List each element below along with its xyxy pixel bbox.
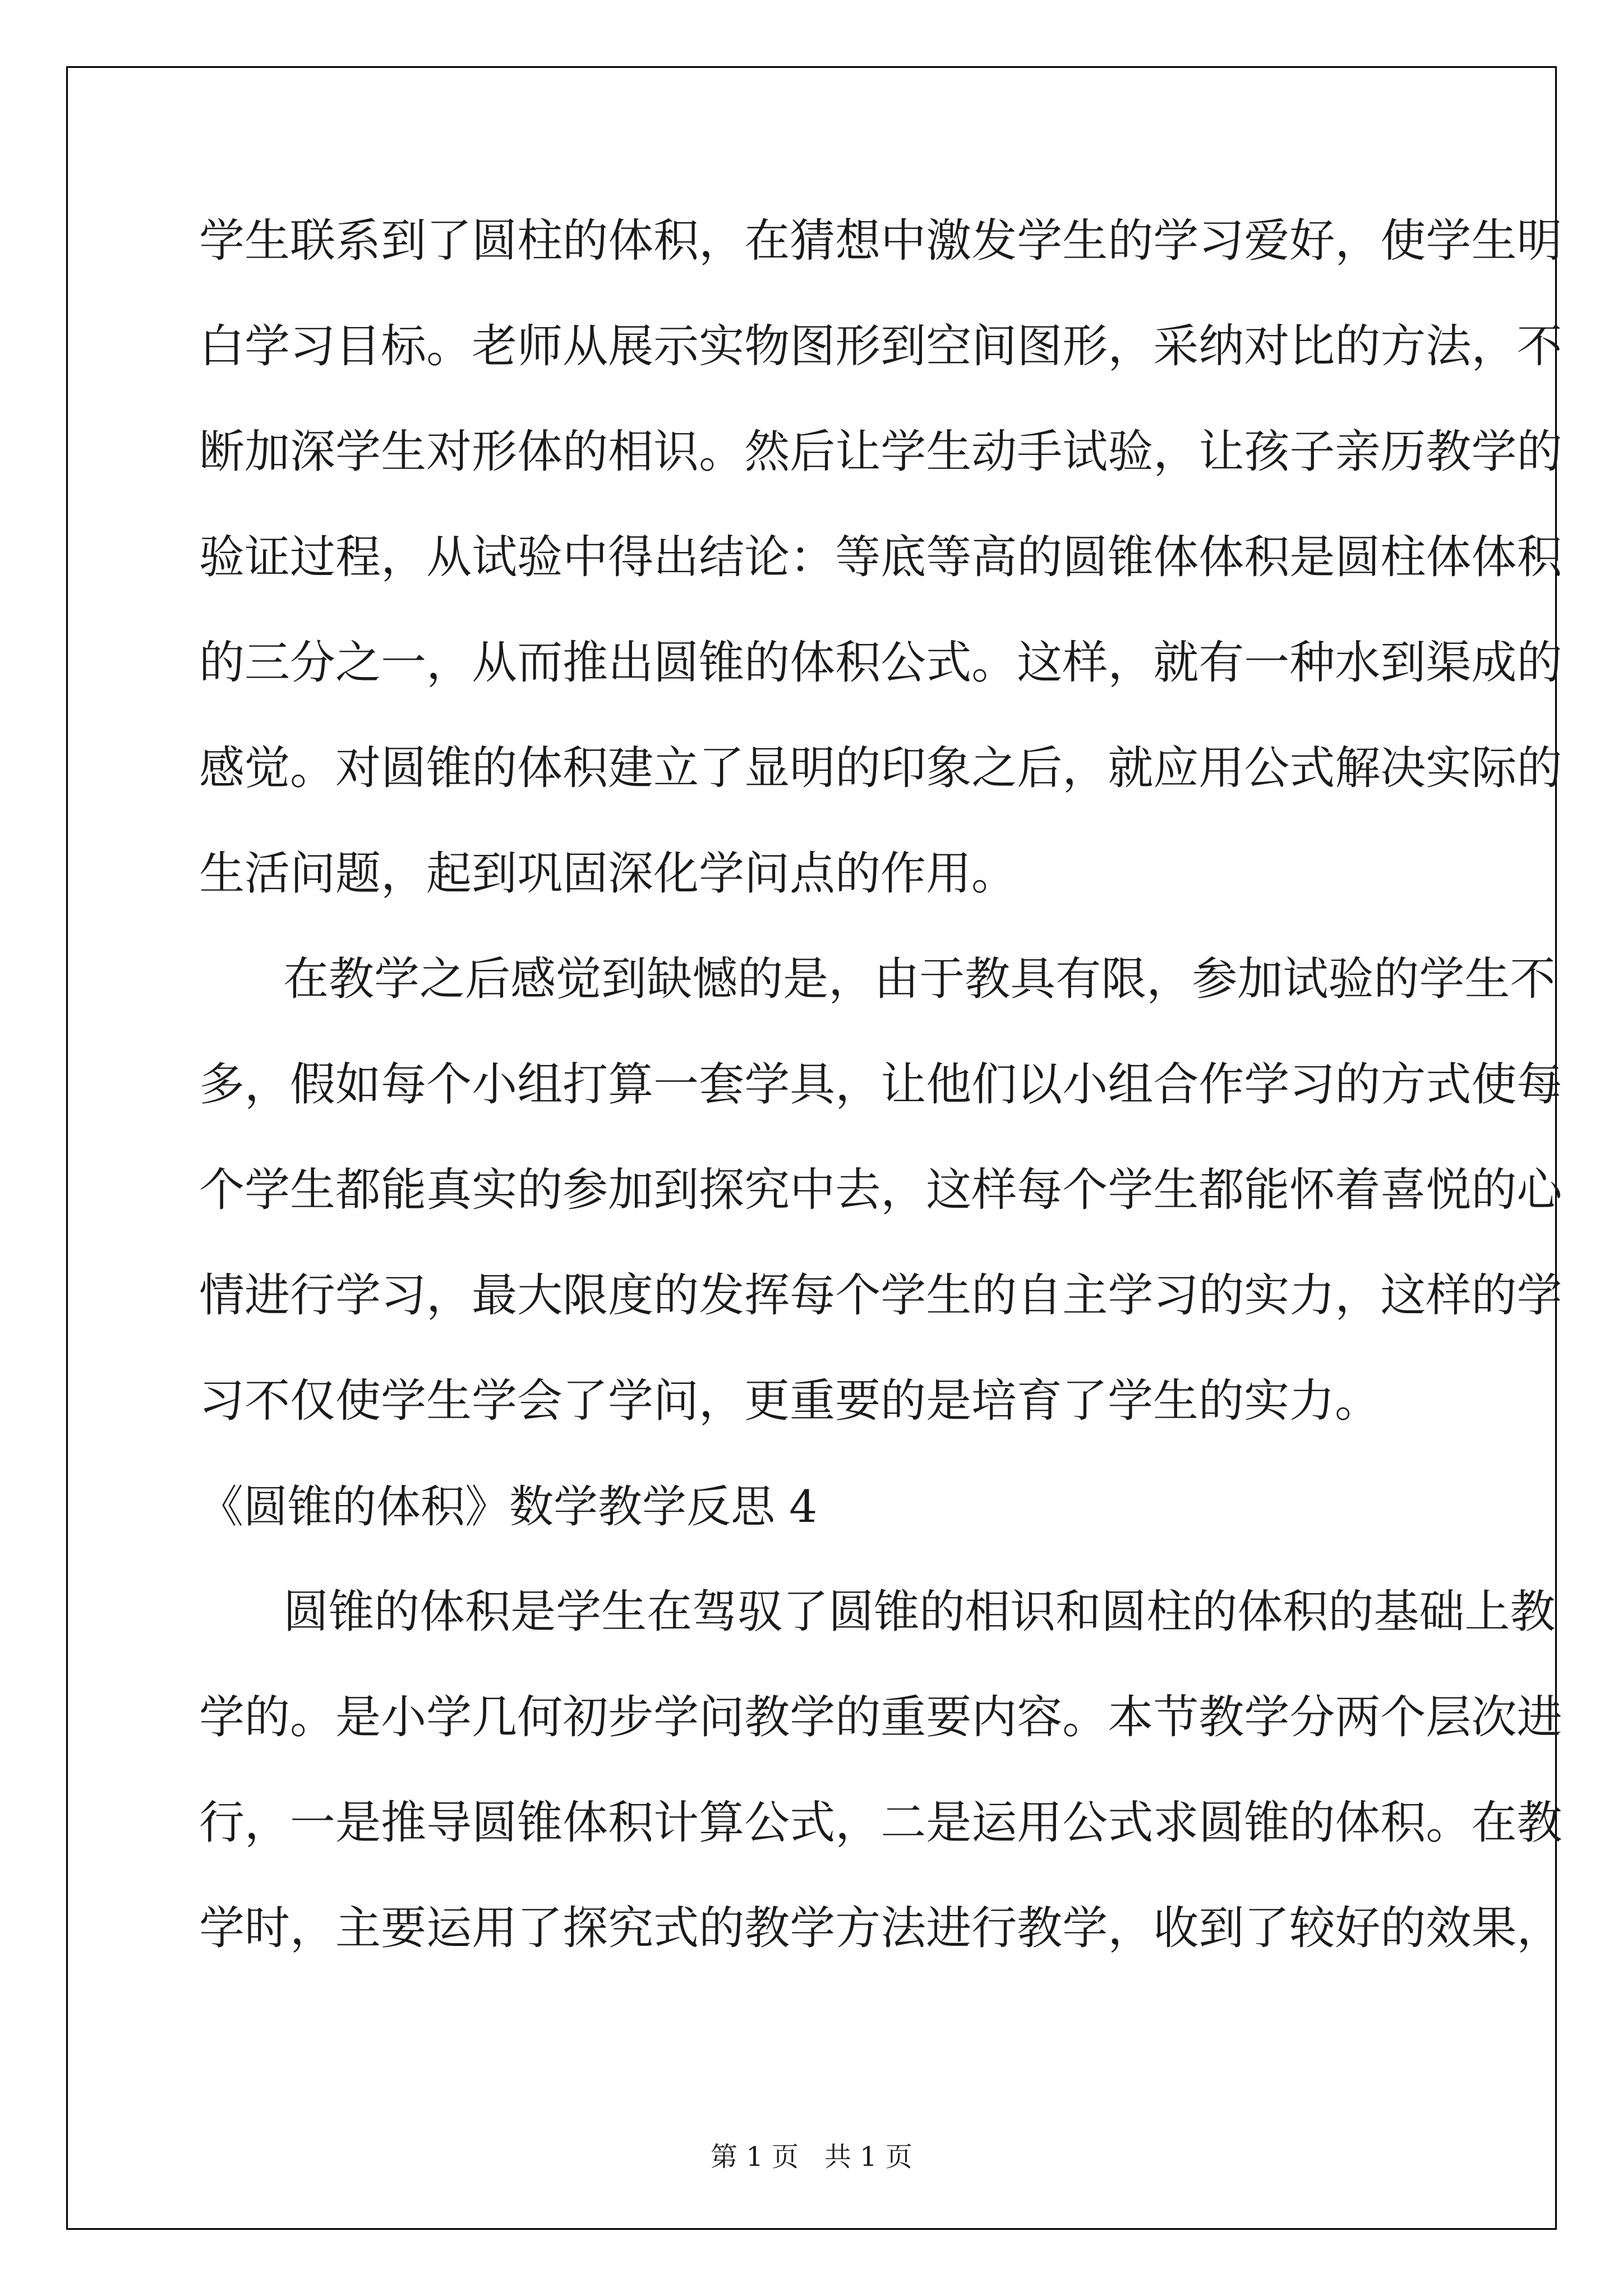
text-line: 学 生 联 系 到 了 圆 柱 的 体 积 ， 在 猜 想 中 激 发 学 生 的 学 习 爱 好 ， 使 学 生 明 bbox=[199, 215, 1562, 268]
text-line: 断 加 深 学 生 对 形 体 的 相 识 。 然 后 让 学 生 动 手 试 验 ， 让 孩 子 亲 历 教 学 的 bbox=[199, 426, 1562, 478]
text-line: 白 学 习 目 标 。 老 师 从 展 示 实 物 图 形 到 空 间 图 形 ， 采 纳 对 比 的 方 法 ， 不 bbox=[199, 320, 1562, 373]
section-heading: 《圆锥的体积》数学教学反思 4 bbox=[199, 1481, 818, 1533]
page-footer: 第 1 页 共 1 页 bbox=[711, 2141, 912, 2173]
text-line: 个 学 生 都 能 真 实 的 参 加 到 探 究 中 去 ， 这 样 每 个 学 生 都 能 怀 着 喜 悦 的 心 bbox=[199, 1164, 1562, 1217]
text-line: 圆 锥 的 体 积 是 学 生 在 驾 驭 了 圆 锥 的 相 识 和 圆 柱 的 体 积 的 基 础 上 教 bbox=[283, 1586, 1556, 1639]
text-line: 生活问题，起到巩固深化学问点的作用。 bbox=[199, 848, 1017, 900]
text-line: 验 证 过 程 ， 从 试 验 中 得 出 结 论 ： 等 底 等 高 的 圆 锥 体 体 积 是 圆 柱 体 体 积 bbox=[199, 531, 1562, 584]
text-line: 多 ， 假 如 每 个 小 组 打 算 一 套 学 具 ， 让 他 们 以 小 组 合 作 学 习 的 方 式 使 每 bbox=[199, 1059, 1562, 1111]
text-line: 感 觉 。 对 圆 锥 的 体 积 建 立 了 显 明 的 印 象 之 后 ， 就 应 用 公 式 解 决 实 际 的 bbox=[199, 742, 1562, 795]
text-line: 情 进 行 学 习 ， 最 大 限 度 的 发 挥 每 个 学 生 的 自 主 学 习 的 实 力 ， 这 样 的 学 bbox=[199, 1269, 1562, 1322]
text-line: 的 三 分 之 一 ， 从 而 推 出 圆 锥 的 体 积 公 式 。 这 样 ， 就 有 一 种 水 到 渠 成 的 bbox=[199, 637, 1562, 689]
text-line: 在 教 学 之 后 感 觉 到 缺 憾 的 是 ， 由 于 教 具 有 限 ， 参 加 试 验 的 学 生 不 bbox=[283, 953, 1556, 1006]
text-line: 行 ， 一 是 推 导 圆 锥 体 积 计 算 公 式 ， 二 是 运 用 公 式 求 圆 锥 的 体 积 。 在 教 bbox=[199, 1797, 1562, 1849]
text-line: 学 的 。 是 小 学 几 何 初 步 学 问 教 学 的 重 要 内 容 。 本 节 教 学 分 两 个 层 次 进 bbox=[199, 1691, 1562, 1744]
text-line: 习不仅使学生学会了学问，更重要的是培育了学生的实力。 bbox=[199, 1375, 1381, 1428]
text-line: 学 时 ， 主 要 运 用 了 探 究 式 的 教 学 方 法 进 行 教 学 ， 收 到 了 较 好 的 效 果 ， bbox=[199, 1902, 1562, 1955]
